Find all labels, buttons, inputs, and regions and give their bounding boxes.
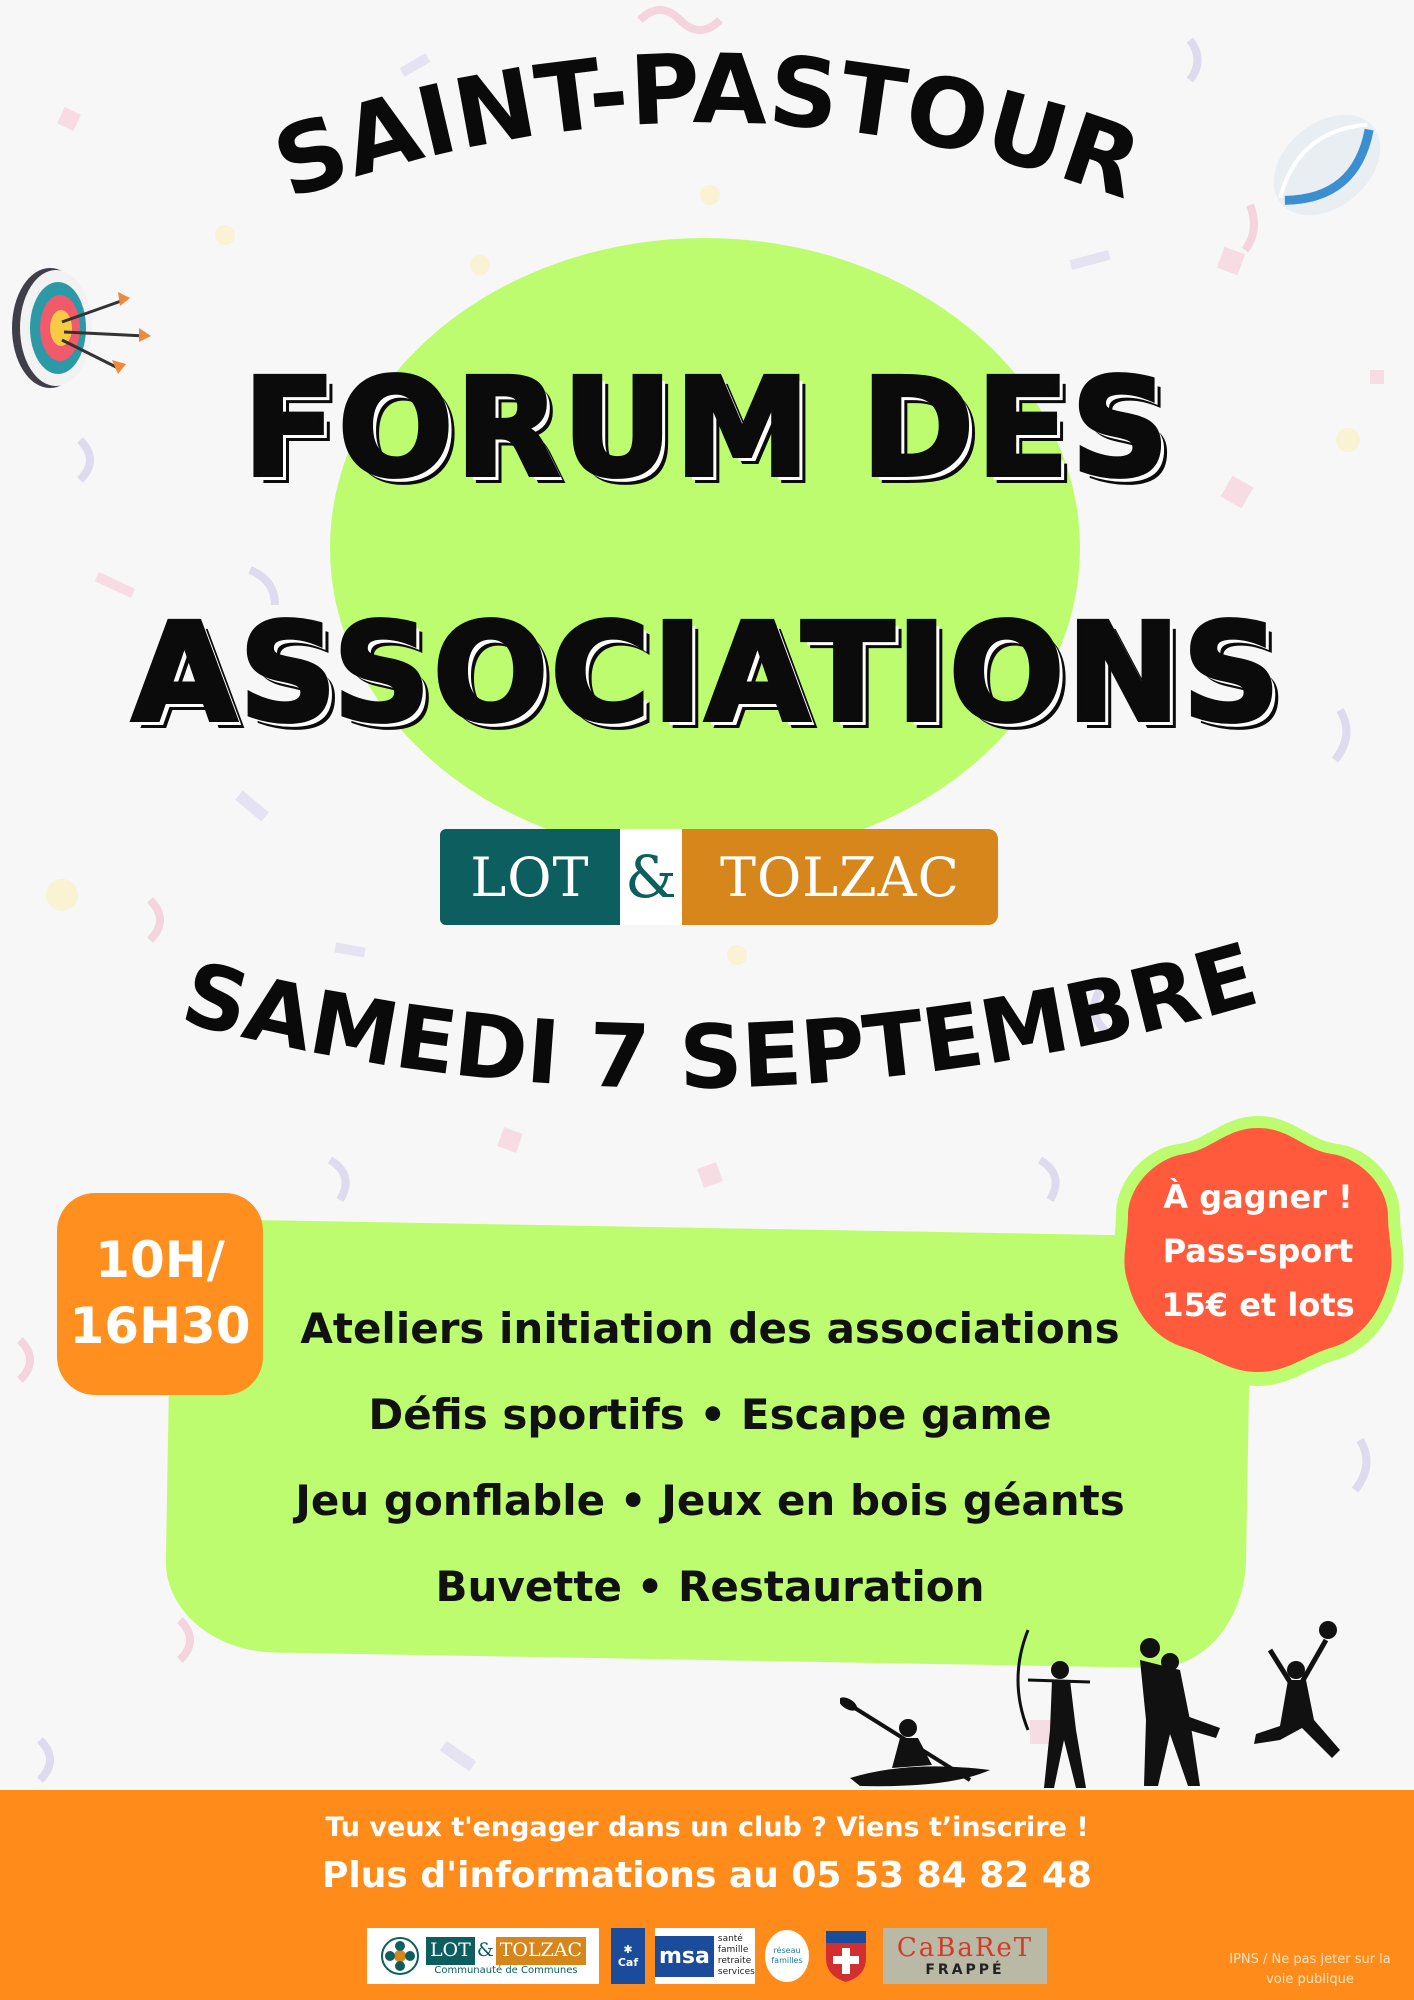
rugby-ball-icon (1262, 100, 1392, 230)
program-item: Défis sportifs • Escape game (368, 1390, 1052, 1439)
program-item: Ateliers initiation des associations (300, 1304, 1120, 1353)
partner-msa-logo: msa (655, 1936, 714, 1977)
partner-lot-text: LOT (426, 1937, 475, 1965)
time-start: 10H/ (95, 1231, 225, 1289)
partner-logo-msa (655, 1928, 755, 1984)
partner-logo-lot-tolzac (367, 1928, 599, 1984)
partner-amp-text: & (475, 1937, 496, 1965)
forum-title-line2: ASSOCIATIONS (131, 595, 1283, 753)
partner-caf-text: Caf (617, 1956, 639, 1969)
lot-tolzac-logo (440, 829, 998, 925)
flower-emblem-icon (380, 1934, 420, 1978)
partner-tolzac-text: TOLZAC (496, 1937, 586, 1965)
partner-logo-reseau-familles (765, 1930, 809, 1982)
caf-icon: ✱ (623, 1943, 633, 1956)
partner-cabaret-line1: CaBaReT (896, 1933, 1034, 1963)
program-item: Jeu gonflable • Jeux en bois géants (295, 1476, 1125, 1525)
prize-line1: À gagner ! (1163, 1178, 1353, 1216)
coat-of-arms-icon (823, 1928, 869, 1984)
partner-msa-text: santé famille retraite services (717, 1934, 755, 1977)
partner-logo-caf (611, 1928, 645, 1984)
footer-callout: Tu veux t'engager dans un club ? Viens t’inscrire ! (325, 1812, 1089, 1843)
prize-line3: 15€ et lots (1161, 1286, 1355, 1324)
location-title: SAINT-PASTOUR (260, 33, 1155, 222)
partner-cabaret-line2: FRAPPÉ (925, 1962, 1005, 1978)
logo-right-text: TOLZAC (720, 845, 960, 909)
event-date: SAMEDI 7 SEPTEMBRE (172, 922, 1268, 1110)
time-box (57, 1193, 263, 1395)
forum-title-line1: FORUM DES (242, 350, 1172, 508)
ipns-note: IPNS / Ne pas jeter sur la voie publique (1229, 1952, 1391, 1987)
footer-phone-info: Plus d'informations au 05 53 84 82 48 (322, 1855, 1092, 1896)
partner-lot-tolzac-sub: Communauté de Communes (434, 1964, 578, 1976)
partner-reseau-text: réseau familles (771, 1946, 803, 1965)
program-item: Buvette • Restauration (435, 1562, 985, 1611)
logo-left-text: LOT (470, 845, 590, 909)
prize-badge-text (1108, 1170, 1408, 1332)
silhouettes-icon (840, 1610, 1360, 1790)
partner-logo-cabaret-frappe (883, 1928, 1047, 1984)
time-end: 16H30 (69, 1297, 251, 1355)
logo-ampersand: & (625, 843, 677, 911)
prize-line2: Pass-sport (1162, 1232, 1354, 1270)
